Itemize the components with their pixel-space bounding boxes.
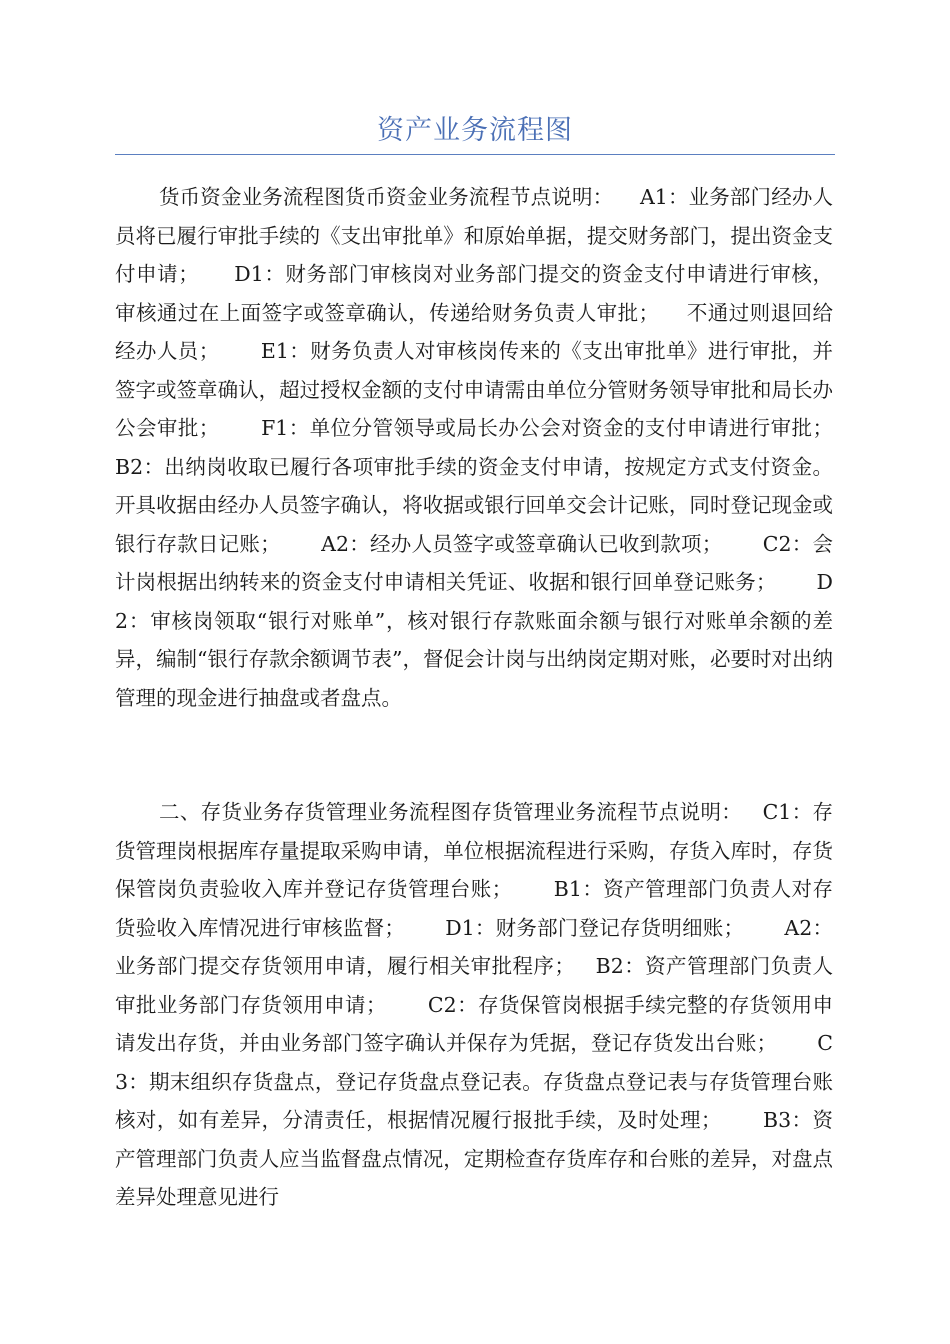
paragraph-inventory-flow: 二、存货业务存货管理业务流程图存货管理业务流程节点说明： C1：存货管理岗根据库存量提取采购申请，单位根据流程进行采购，存货入库时，存货保管岗负责验收入库并登记存货管理台账； B1：资产管理部门负责人对存货验收入库情况进行审核监督； D1：财务部门登记存货明细账； A2：业务部门提交存货领用申请，履行相关审批程序； B2：资产管理部门负责人审批业务部门存货领用申请； C2：存货保管岗根据手续完整的存货领用申请发出存货，并由业务部门签字确认并保存为凭据，登记存货发出台账； C3：期末组织存货盘点，登记存货盘点登记表。存货盘点登记表与存货管理台账核对，如有差异，分清责任，根据情况履行报批手续，及时处理； B3：资产管理部门负责人应当监督盘点情况，定期检查存货库存和台账的差异，对盘点差异处理意见进行 (115, 800, 833, 1209)
title-underline (115, 154, 835, 155)
document-title: 资产业务流程图 (377, 115, 573, 146)
paragraph-cash-flow: 货币资金业务流程图货币资金业务流程节点说明： A1：业务部门经办人员将已履行审批手续的《支出审批单》和原始单据，提交财务部门，提出资金支付申请； D1：财务部门审核岗对业务部门提交的资金支付申请进行审核，审核通过在上面签字或签章确认，传递给财务负责人审批； 不通过则退回给经办人员； E1：财务负责人对审核岗传来的《支出审批单》进行审批，并签字或签章确认，超过授权金额的支付申请需由单位分管财务领导审批和局长办公会审批； F1：单位分管领导或局长办公会对资金的支付申请进行审批； B2：出纳岗收取已履行各项审批手续的资金支付申请，按规定方式支付资金。开具收据由经办人员签字确认，将收据或银行回单交会计记账，同时登记现金或银行存款日记账； A2：经办人员签字或签章确认已收到款项； C2：会计岗根据出纳转来的资金支付申请相关凭证、收据和银行回单登记账务； D2：审核岗领取“银行对账单”，核对银行存款账面余额与银行对账单余额的差异，编制“银行存款余额调节表”，督促会计岗与出纳岗定期对账，必要时对出纳管理的现金进行抽盘或者盘点。 (115, 185, 873, 710)
